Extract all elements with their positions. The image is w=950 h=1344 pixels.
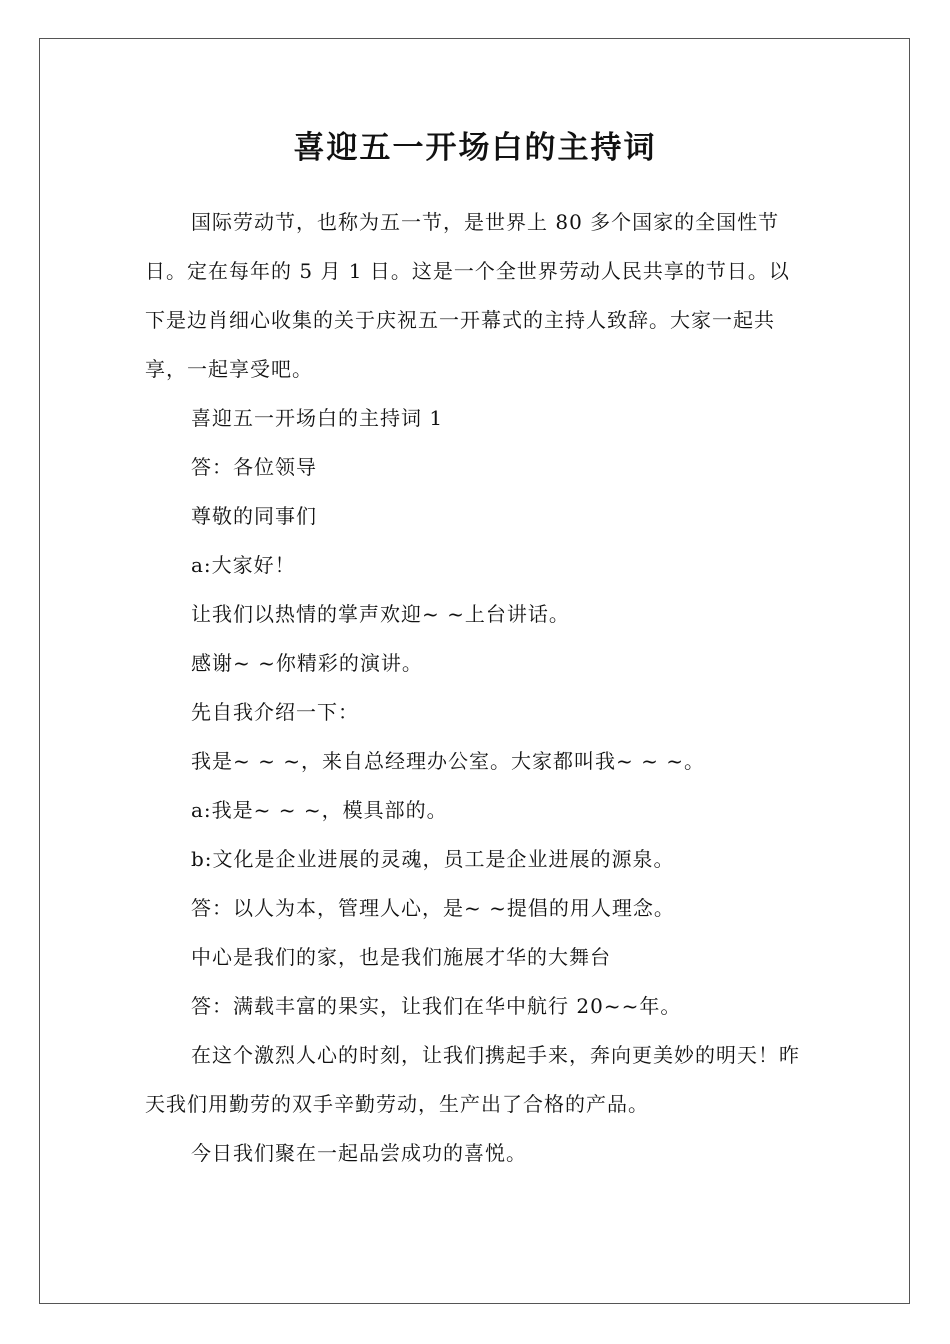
body-line: 感谢~ ~你精彩的演讲。 bbox=[191, 651, 423, 675]
body-line: 答：以人为本，管理人心，是~ ~提倡的用人理念。 bbox=[191, 896, 675, 920]
body-line: 让我们以热情的掌声欢迎~ ~上台讲话。 bbox=[191, 602, 570, 626]
body-line: 先自我介绍一下： bbox=[191, 700, 359, 724]
body-line: 中心是我们的家，也是我们施展才华的大舞台 bbox=[191, 945, 611, 969]
body-line: 喜迎五一开场白的主持词 1 bbox=[191, 406, 444, 430]
body-line: 我是~ ~ ~，来自总经理办公室。大家都叫我~ ~ ~。 bbox=[191, 749, 705, 773]
body-line: b:文化是企业进展的灵魂，员工是企业进展的源泉。 bbox=[191, 847, 675, 871]
intro-paragraph: 国际劳动节，也称为五一节，是世界上 80 多个国家的全国性节日。定在每年的 5 月 1 日。这是一个全世界劳动人民共享的节日。以下是边肖细心收集的关于庆祝五一开幕式的主持人致辞。大家一起共享，一起享受吧。 bbox=[145, 210, 790, 381]
body-line: 答：各位领导 bbox=[191, 455, 317, 479]
body-line: 尊敬的同事们 bbox=[191, 504, 317, 528]
body-line: 今日我们聚在一起品尝成功的喜悦。 bbox=[191, 1141, 527, 1165]
body-line: 答：满载丰富的果实，让我们在华中航行 20~~年。 bbox=[191, 994, 682, 1018]
page-title: 喜迎五一开场白的主持词 bbox=[293, 130, 657, 166]
closing-paragraph: 在这个激烈人心的时刻，让我们携起手来，奔向更美妙的明天！昨天我们用勤劳的双手辛勤劳动，生产出了合格的产品。 bbox=[145, 1043, 800, 1116]
body-line: a:大家好！ bbox=[191, 553, 296, 577]
document-body bbox=[145, 198, 809, 1178]
body-line: a:我是~ ~ ~，模具部的。 bbox=[191, 798, 448, 822]
